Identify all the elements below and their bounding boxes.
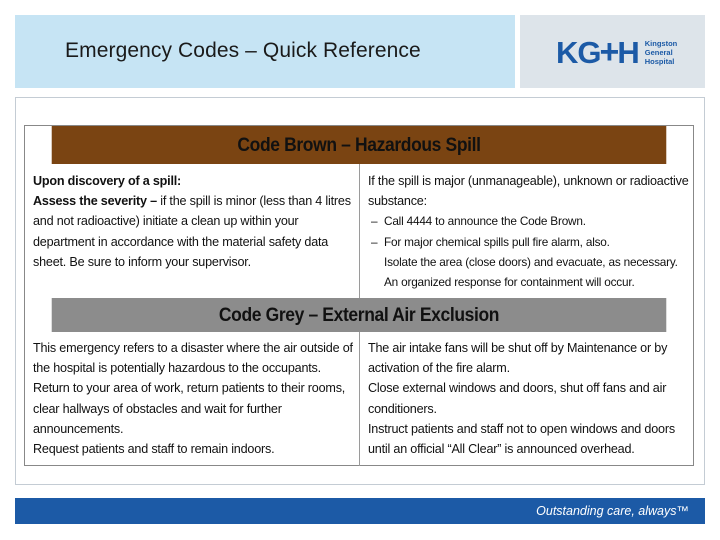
severity-label: Assess the severity – (33, 194, 157, 209)
grey-right-para-2: Close external windows and doors, shut off fans and air conditioners. (368, 381, 667, 416)
logo-mark-right: H (617, 34, 639, 70)
spill-discovery-label: Upon discovery of a spill: (33, 174, 182, 188)
footer-bar (15, 498, 705, 524)
code-brown-heading: Code Brown – Hazardous Spill (52, 126, 667, 164)
title-bar (15, 15, 515, 88)
grey-right-para-3: Instruct patients and staff not to open windows and doors until an official “All Clear” is announced overhead. (368, 421, 675, 457)
kgh-logo (556, 35, 677, 69)
logo-mark-left: KG (556, 34, 601, 70)
grey-left-para-2: Return to your area of work, return patients to their rooms, clear hallways of obstacles and wait for further announcements. (33, 381, 346, 436)
code-grey-right-cell (368, 338, 690, 459)
dash-icon: – (371, 234, 378, 249)
grey-right-para-1: The air intake fans will be shut off by Maintenance or by activation of the fire alarm. (368, 341, 668, 376)
logo-line-1: Kingston (644, 38, 678, 48)
logo-mark (556, 35, 639, 69)
column-divider (359, 332, 360, 466)
logo-line-2: General (644, 47, 673, 57)
logo-text (645, 39, 678, 66)
list-item-text: For major chemical spills pull fire alarm, also. (384, 234, 610, 249)
list-item: Isolate the area (close doors) and evacuate, as necessary. (384, 254, 678, 269)
logo-line-3: Hospital (644, 56, 675, 66)
page-title: Emergency Codes – Quick Reference (65, 39, 421, 62)
codes-table (24, 125, 694, 466)
code-brown-left-cell (33, 171, 355, 272)
major-spill-intro: If the spill is major (unmanageable), unknown or radioactive substance: (368, 174, 689, 209)
list-item (368, 211, 690, 231)
severity-detail: if the spill is minor (less than 4 litres and not radioactive) initiate a clean up within your department in accordance with the material safety data sheet. Be sure to inform your supervisor. (33, 194, 351, 269)
code-brown-right-cell (368, 171, 690, 292)
code-grey-heading: Code Grey – External Air Exclusion (52, 298, 667, 332)
grey-left-para-3: Request patients and staff to remain indoors. (33, 442, 275, 457)
column-divider (359, 164, 360, 298)
severity-text (33, 191, 355, 272)
list-item (368, 232, 690, 252)
list-item: An organized response for containment will occur. (384, 275, 635, 290)
code-grey-left-cell (33, 338, 355, 459)
footer-tagline: Outstanding care, always™ (536, 504, 689, 518)
logo-plus-icon: + (599, 33, 619, 71)
grey-left-para-1: This emergency refers to a disaster where the air outside of the hospital is potentially hazardous to the occupants. (33, 341, 353, 376)
list-item-text: Call 4444 to announce the Code Brown. (384, 214, 586, 229)
dash-icon: – (371, 214, 378, 229)
logo-box (520, 15, 705, 88)
